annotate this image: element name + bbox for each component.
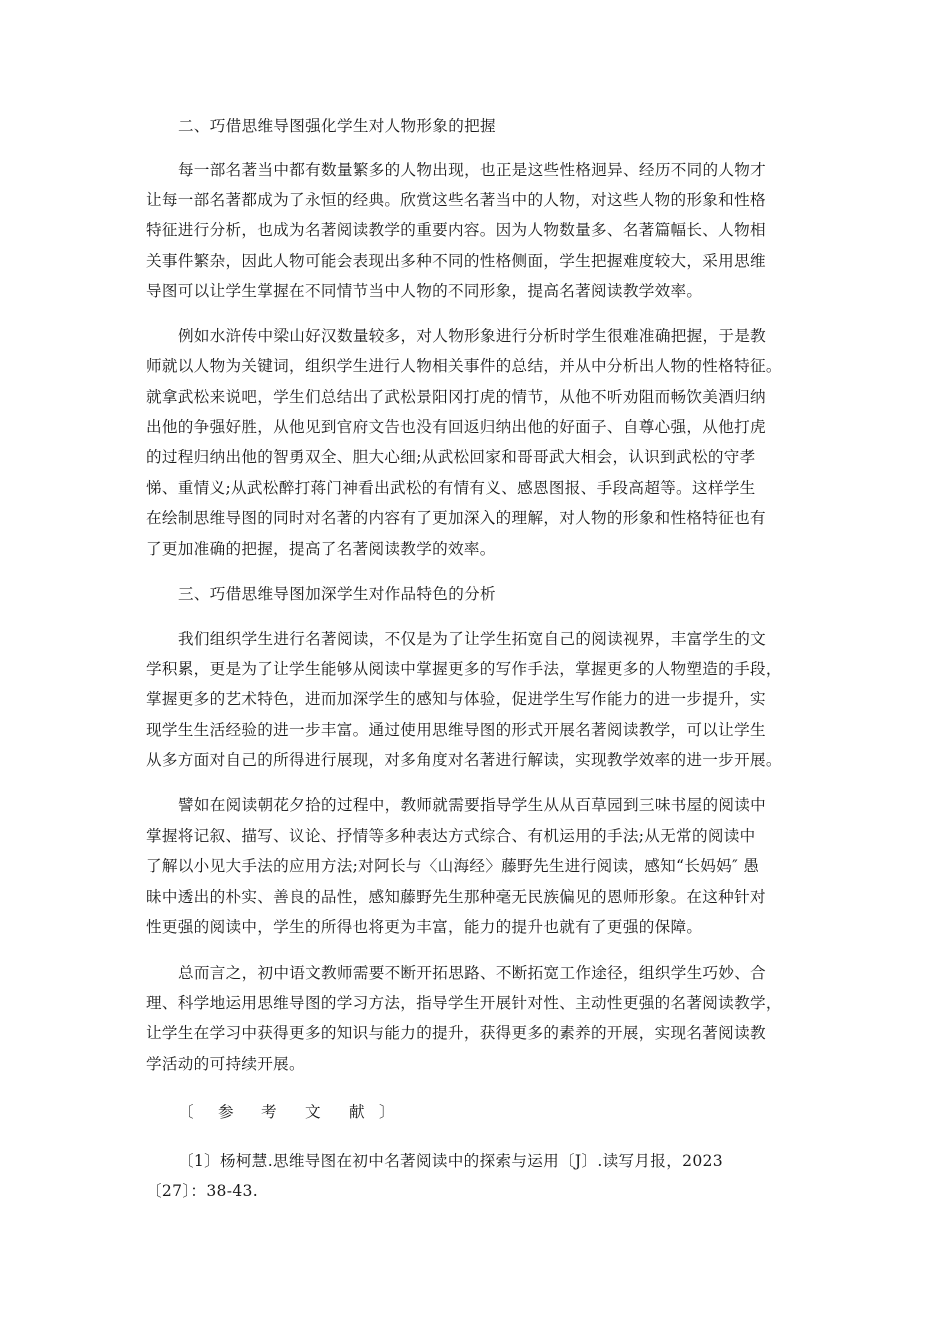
paragraph-line: 了更加准确的把握，提高了名著阅读教学的效率。 [146, 540, 496, 558]
references-title-char: 〔 [178, 1103, 194, 1121]
paragraph-line: 在绘制思维导图的同时对名著的内容有了更加深入的理解，对人物的形象和性格特征也有 [146, 509, 766, 527]
paragraph-line: 让每一部名著都成为了永恒的经典。欣赏这些名著当中的人物，对这些人物的形象和性格 [146, 191, 766, 209]
paragraph-line: 掌握更多的艺术特色，进而加深学生的感知与体验，促进学生写作能力的进一步提升，实 [146, 690, 766, 708]
paragraph-line: 譬如在阅读朝花夕拾的过程中，教师就需要指导学生从从百草园到三味书屋的阅读中 [178, 796, 767, 814]
section-3-heading: 三、巧借思维导图加深学生对作品特色的分析 [178, 585, 496, 603]
references-title-char: 参 [218, 1103, 234, 1121]
reference-item-continued: 〔27〕：38-43. [146, 1182, 259, 1200]
references-title-char: 文 [305, 1103, 321, 1121]
paragraph-line: 关事件繁杂，因此人物可能会表现出多种不同的性格侧面，学生把握难度较大，采用思维 [146, 252, 766, 270]
references-title-char: 献 [349, 1103, 365, 1121]
paragraph-line: 了解以小见大手法的应用方法;对阿长与〈山海经〉藤野先生进行阅读，感知“长妈妈″ 愚 [146, 857, 760, 875]
references-title-char: 〕 [379, 1103, 395, 1121]
paragraph-line: 的过程归纳出他的智勇双全、胆大心细;从武松回家和哥哥武大相会，认识到武松的守孝 [146, 448, 756, 466]
references-title-char: 考 [261, 1103, 277, 1121]
reference-item: 〔1〕杨柯慧.思维导图在初中名著阅读中的探索与运用〔J〕.读写月报，2023 [178, 1152, 723, 1170]
paragraph-line: 性更强的阅读中，学生的所得也将更为丰富，能力的提升也就有了更强的保障。 [146, 918, 703, 936]
paragraph-line: 每一部名著当中都有数量繁多的人物出现，也正是这些性格迥异、经历不同的人物才 [178, 161, 767, 179]
paragraph-line: 从多方面对自己的所得进行展现，对多角度对名著进行解读，实现教学效率的进一步开展。 [146, 751, 782, 769]
paragraph-line: 掌握将记叙、描写、议论、抒情等多种表达方式综合、有机运用的手法;从无常的阅读中 [146, 827, 756, 845]
paragraph-line: 学活动的可持续开展。 [146, 1055, 305, 1073]
paragraph-line: 理、科学地运用思维导图的学习方法，指导学生开展针对性、主动性更强的名著阅读教学， [146, 994, 782, 1012]
paragraph-line: 例如水浒传中梁山好汉数量较多，对人物形象进行分析时学生很难准确把握，于是教 [178, 327, 767, 345]
section-2-heading: 二、巧借思维导图强化学生对人物形象的把握 [178, 117, 496, 135]
paragraph-line: 让学生在学习中获得更多的知识与能力的提升，获得更多的素养的开展，实现名著阅读教 [146, 1024, 766, 1042]
paragraph-line: 我们组织学生进行名著阅读，不仅是为了让学生拓宽自己的阅读视界，丰富学生的文 [178, 630, 767, 648]
paragraph-line: 昧中透出的朴实、善良的品性，感知藤野先生那种毫无民族偏见的恩师形象。在这种针对 [146, 888, 766, 906]
paragraph-line: 特征进行分析，也成为名著阅读教学的重要内容。因为人物数量多、名著篇幅长、人物相 [146, 221, 766, 239]
paragraph-line: 就拿武松来说吧，学生们总结出了武松景阳冈打虎的情节，从他不听劝阻而畅饮美酒归纳 [146, 388, 766, 406]
paragraph-line: 总而言之，初中语文教师需要不断开拓思路、不断拓宽工作途径，组织学生巧妙、合 [178, 964, 767, 982]
references-title [178, 1101, 395, 1123]
paragraph-line: 现学生生活经验的进一步丰富。通过使用思维导图的形式开展名著阅读教学，可以让学生 [146, 721, 766, 739]
paragraph-line: 出他的争强好胜，从他见到官府文告也没有回返归纳出他的好面子、自尊心强，从他打虎 [146, 418, 766, 436]
paragraph-line: 师就以人物为关键词，组织学生进行人物相关事件的总结，并从中分析出人物的性格特征。 [146, 357, 782, 375]
paragraph-line: 悌、重情义;从武松醉打蒋门神看出武松的有情有义、感恩图报、手段高超等。这样学生 [146, 479, 756, 497]
paragraph-line: 导图可以让学生掌握在不同情节当中人物的不同形象，提高名著阅读教学效率。 [146, 282, 703, 300]
paragraph-line: 学积累，更是为了让学生能够从阅读中掌握更多的写作手法，掌握更多的人物塑造的手段， [146, 660, 782, 678]
